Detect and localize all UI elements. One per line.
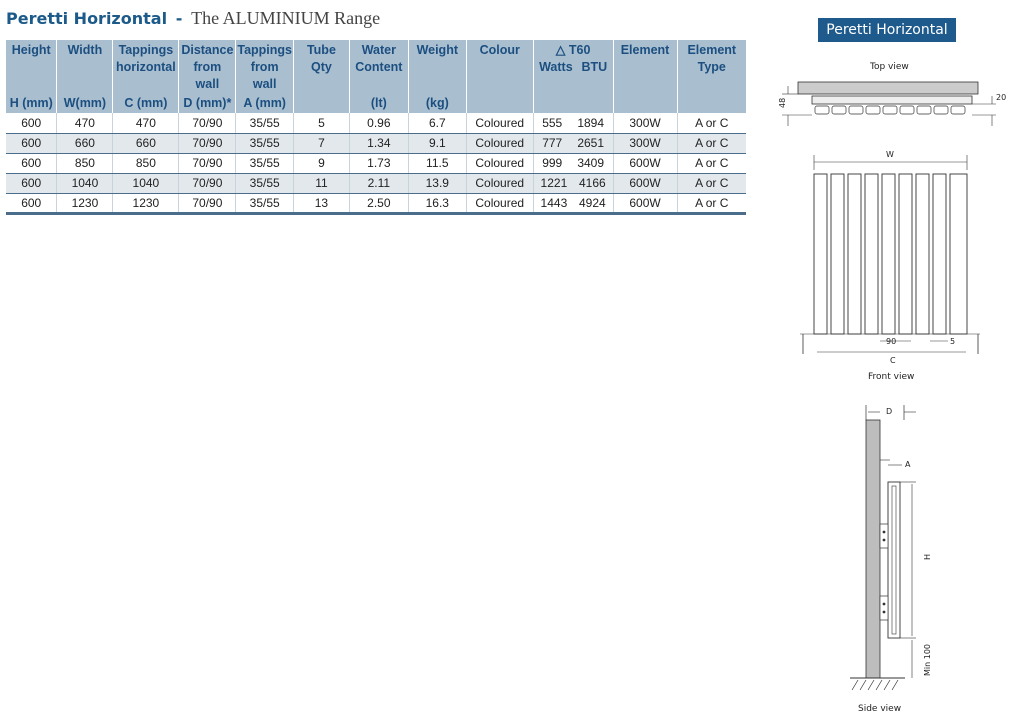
header-tappings-from-wall: Tappings from wall <box>236 40 294 93</box>
cell-watts: 999 <box>542 156 563 170</box>
cell-tappings-from-wall: 35/55 <box>236 173 294 193</box>
cell-tappings-horizontal: 1230 <box>113 193 179 213</box>
cell-width: 850 <box>57 153 113 173</box>
cell-height: 600 <box>6 153 57 173</box>
cell-watts: 777 <box>542 136 563 150</box>
cell-colour: Coloured <box>466 153 533 173</box>
unit-distance-from-wall: D (mm)* <box>179 93 236 113</box>
dim-front-tappings: C <box>890 356 896 365</box>
cell-width: 470 <box>57 113 113 133</box>
unit-weight: (kg) <box>408 93 466 113</box>
cell-water-content: 1.73 <box>349 153 408 173</box>
cell-colour: Coloured <box>466 113 533 133</box>
cell-width: 660 <box>57 133 113 153</box>
title-separator: - <box>175 9 183 28</box>
cell-element: 600W <box>613 173 677 193</box>
header-tappings-horizontal: Tappings horizontal <box>113 40 179 93</box>
cell-width: 1230 <box>57 193 113 213</box>
header-height: Height <box>6 40 57 93</box>
unit-tappings-horizontal: C (mm) <box>113 93 179 113</box>
cell-distance-from-wall: 70/90 <box>179 173 236 193</box>
title-brand: Peretti Horizontal <box>6 9 168 28</box>
header-output-watts: Watts <box>539 60 573 74</box>
cell-tube-qty: 5 <box>294 113 350 133</box>
cell-tappings-from-wall: 35/55 <box>236 113 294 133</box>
cell-colour: Coloured <box>466 173 533 193</box>
diagram-badge: Peretti Horizontal <box>818 18 956 42</box>
cell-tappings-horizontal: 1040 <box>113 173 179 193</box>
cell-water-content: 2.11 <box>349 173 408 193</box>
cell-water-content: 1.34 <box>349 133 408 153</box>
cell-height: 600 <box>6 133 57 153</box>
cell-element-type: A or C <box>677 133 746 153</box>
cell-btu: 1894 <box>577 115 605 130</box>
cell-watts: 1221 <box>540 176 568 190</box>
cell-tube-qty: 13 <box>294 193 350 213</box>
cell-weight: 13.9 <box>408 173 466 193</box>
cell-tappings-horizontal: 850 <box>113 153 179 173</box>
dim-top-depth: 48 <box>778 97 787 108</box>
cell-tappings-horizontal: 470 <box>113 113 179 133</box>
header-tube-qty: Tube Qty <box>294 40 350 93</box>
cell-element-type: A or C <box>677 153 746 173</box>
cell-weight: 16.3 <box>408 193 466 213</box>
header-width: Width <box>57 40 113 93</box>
unit-height: H (mm) <box>6 93 57 113</box>
cell-distance-from-wall: 70/90 <box>179 153 236 173</box>
cell-colour: Coloured <box>466 193 533 213</box>
cell-element: 600W <box>613 193 677 213</box>
cell-water-content: 0.96 <box>349 113 408 133</box>
dim-side-tap: A <box>905 460 911 469</box>
cell-watts: 1443 <box>540 195 568 210</box>
cell-tappings-from-wall: 35/55 <box>236 133 294 153</box>
cell-tappings-horizontal: 660 <box>113 133 179 153</box>
top-view-drawing <box>778 82 1006 126</box>
title-range: The ALUMINIUM Range <box>191 8 381 28</box>
side-view-label: Side view <box>858 704 902 714</box>
dim-front-pitch: 90 <box>886 337 897 346</box>
header-distance-from-wall: Distance from wall <box>179 40 236 93</box>
cell-weight: 9.1 <box>408 133 466 153</box>
header-water-content: Water Content <box>349 40 408 93</box>
front-view-drawing <box>800 150 980 365</box>
front-view-label: Front view <box>868 372 915 382</box>
cell-distance-from-wall: 70/90 <box>179 133 236 153</box>
unit-tappings-from-wall: A (mm) <box>236 93 294 113</box>
header-output-t60: △ T60 <box>555 43 591 57</box>
header-output-btu: BTU <box>581 60 608 74</box>
cell-element: 600W <box>613 153 677 173</box>
dim-front-edge: 5 <box>950 337 956 346</box>
cell-tappings-from-wall: 35/55 <box>236 193 294 213</box>
cell-btu: 3409 <box>577 156 605 170</box>
cell-height: 600 <box>6 193 57 213</box>
header-colour: Colour <box>466 40 533 93</box>
header-element: Element <box>613 40 677 93</box>
top-view-label: Top view <box>870 62 909 72</box>
cell-distance-from-wall: 70/90 <box>179 193 236 213</box>
cell-colour: Coloured <box>466 133 533 153</box>
cell-height: 600 <box>6 173 57 193</box>
cell-btu: 2651 <box>577 136 605 150</box>
cell-element: 300W <box>613 133 677 153</box>
header-element-type: Element Type <box>677 40 746 93</box>
cell-distance-from-wall: 70/90 <box>179 113 236 133</box>
cell-tappings-from-wall: 35/55 <box>236 153 294 173</box>
dim-front-width: W <box>886 150 894 159</box>
cell-weight: 6.7 <box>408 113 466 133</box>
dim-top-gap: 20 <box>996 93 1007 102</box>
cell-weight: 11.5 <box>408 153 466 173</box>
dim-side-distance: D <box>886 407 893 416</box>
cell-element: 300W <box>613 113 677 133</box>
header-weight: Weight <box>408 40 466 93</box>
unit-width: W(mm) <box>57 93 113 113</box>
cell-element-type: A or C <box>677 113 746 133</box>
dim-side-floor: Min 100 <box>923 643 932 676</box>
side-view-drawing <box>850 405 932 690</box>
dim-side-height: H <box>923 553 932 560</box>
cell-btu: 4166 <box>579 176 606 190</box>
cell-tube-qty: 7 <box>294 133 350 153</box>
cell-width: 1040 <box>57 173 113 193</box>
cell-height: 600 <box>6 113 57 133</box>
cell-watts: 555 <box>542 115 563 130</box>
cell-water-content: 2.50 <box>349 193 408 213</box>
cell-btu: 4924 <box>579 195 606 210</box>
cell-tube-qty: 11 <box>294 173 350 193</box>
cell-tube-qty: 9 <box>294 153 350 173</box>
cell-element-type: A or C <box>677 173 746 193</box>
cell-element-type: A or C <box>677 193 746 213</box>
unit-water-content: (lt) <box>349 93 408 113</box>
